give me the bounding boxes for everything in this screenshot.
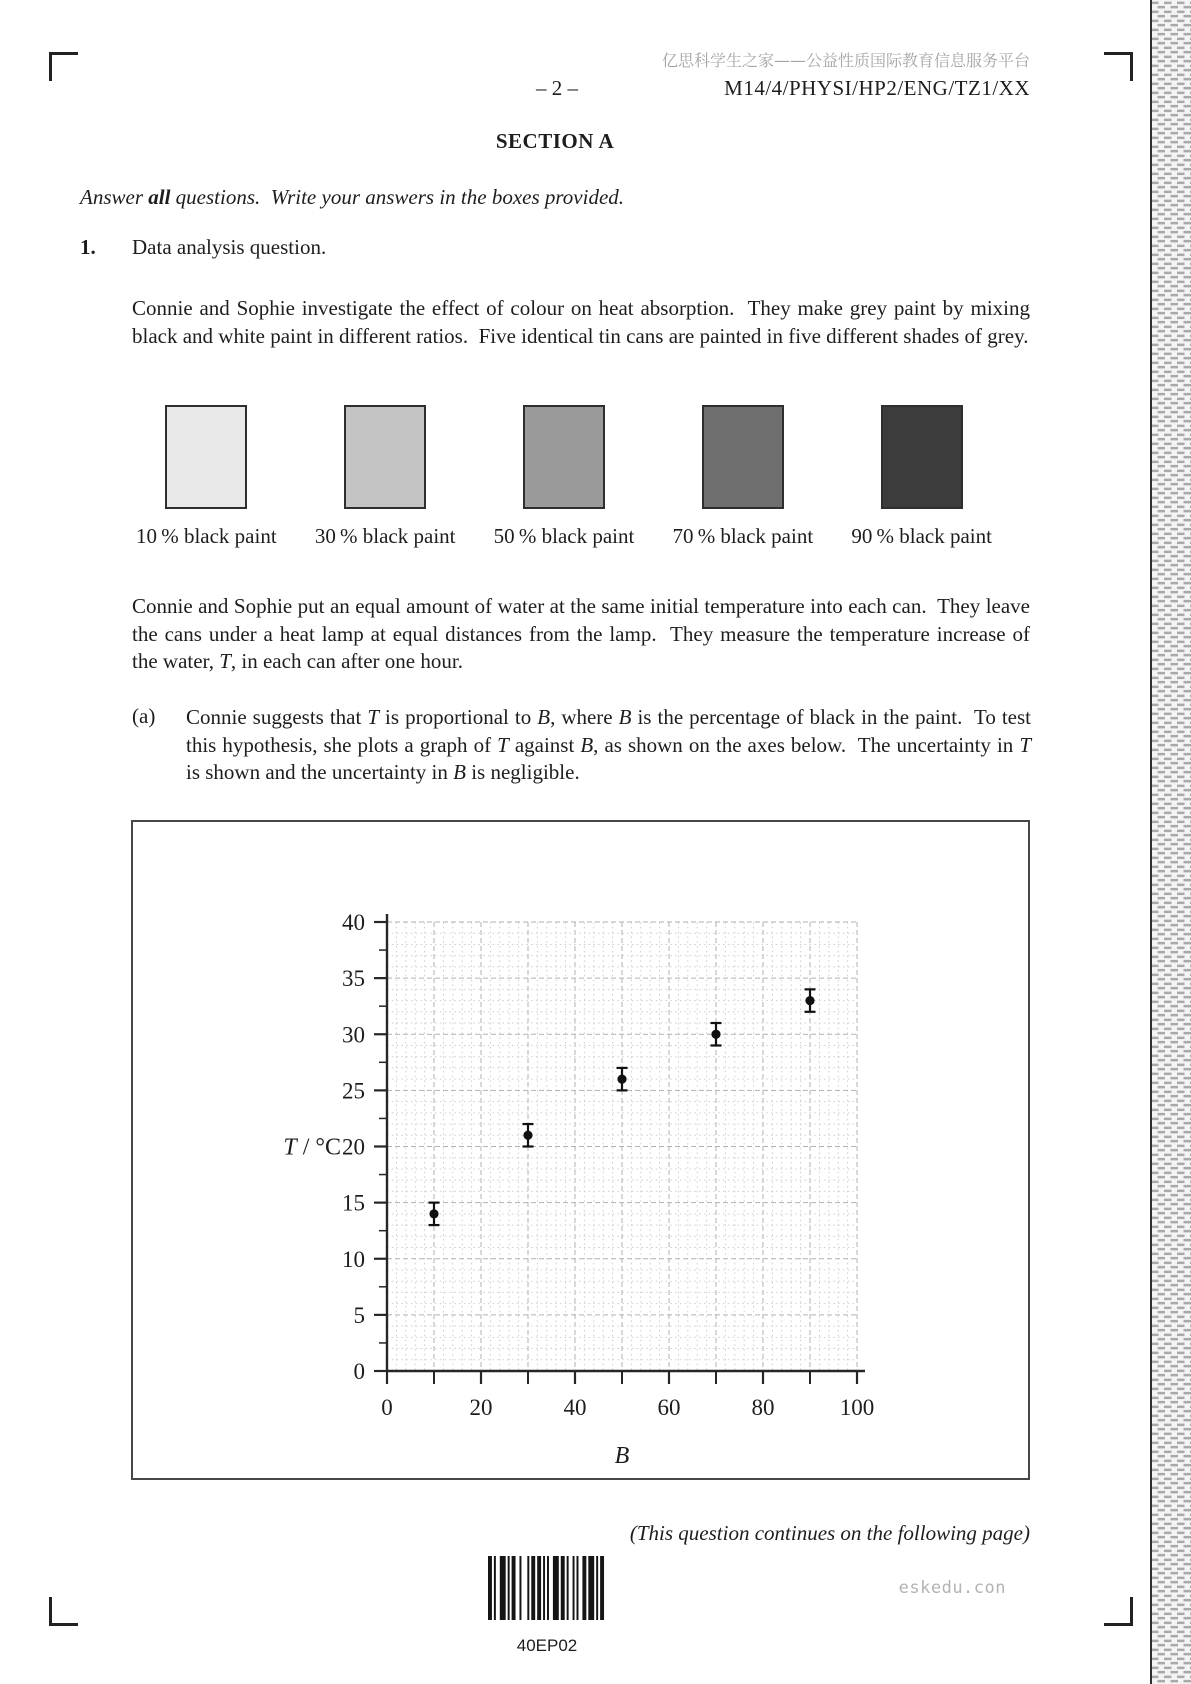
paint-swatch-row — [136, 405, 992, 549]
swatch-90-percent — [851, 405, 992, 549]
crop-mark-top-right — [1104, 52, 1133, 81]
question-number: 1. — [80, 235, 96, 259]
swatch-30-percent — [315, 405, 456, 549]
section-title: SECTION A — [495, 129, 615, 153]
answer-instruction: Answer all questions. Write your answers in the boxes provided. — [80, 185, 625, 209]
svg-text:T / °C: T / °C — [283, 1134, 341, 1161]
svg-text:40: 40 — [342, 910, 365, 935]
swatch-label: 90 % black paint — [851, 524, 992, 548]
site-watermark: eskedu.con — [898, 1578, 1006, 1598]
svg-text:15: 15 — [342, 1190, 365, 1216]
svg-text:35: 35 — [342, 966, 365, 992]
exam-code: M14/4/PHYSI/HP2/ENG/TZ1/XX — [724, 76, 1030, 100]
swatch-color-30 — [344, 405, 426, 509]
page-number: – 2 – — [536, 76, 578, 100]
swatch-color-90 — [881, 405, 963, 509]
svg-text:20: 20 — [342, 1134, 365, 1160]
graph-figure-box — [131, 820, 1030, 1480]
swatch-label: 10 % black paint — [136, 524, 277, 548]
crop-mark-top-left — [49, 52, 78, 81]
continues-note: (This question continues on the following page) — [629, 1521, 1030, 1545]
barcode-image — [488, 1556, 606, 1628]
svg-text:80: 80 — [751, 1395, 775, 1420]
crop-mark-bottom-left — [49, 1597, 78, 1626]
swatch-50-percent — [494, 405, 635, 549]
cn-watermark-header: 亿思科学生之家——公益性质国际教育信息服务平台 — [661, 51, 1030, 70]
data-point — [523, 1131, 532, 1140]
barcode-label: 40EP02 — [516, 1636, 578, 1655]
data-point — [429, 1209, 438, 1218]
svg-text:0: 0 — [353, 1359, 365, 1384]
page-edge-texture — [1150, 0, 1191, 1684]
swatch-10-percent — [136, 405, 277, 549]
swatch-label: 50 % black paint — [493, 524, 635, 548]
part-a-text: Connie suggests that T is proportional to B, where B is the percentage of black in the paint. To test this hypothesis, she plots a graph of T against B, as shown on the axes below. The uncertainty in T is shown and the uncertainty in B is negligible. — [186, 705, 1032, 784]
intro-paragraph: Connie and Sophie investigate the effect of colour on heat absorption. They make grey paint by mixing black and white paint in different ratios. Five identical tin cans are painted in five different shades of grey. — [132, 296, 1030, 348]
part-a-label: (a) — [132, 704, 156, 728]
svg-text:40: 40 — [563, 1395, 587, 1420]
svg-text:B: B — [614, 1443, 630, 1469]
data-point — [617, 1075, 626, 1084]
data-point — [805, 996, 814, 1005]
swatch-color-70 — [702, 405, 784, 509]
data-point — [711, 1030, 720, 1039]
question-title: Data analysis question. — [132, 235, 327, 259]
svg-text:5: 5 — [353, 1302, 365, 1328]
svg-text:10: 10 — [342, 1246, 365, 1272]
swatch-label: 70 % black paint — [672, 524, 814, 548]
svg-text:60: 60 — [657, 1395, 681, 1420]
svg-text:25: 25 — [342, 1078, 365, 1104]
crop-mark-bottom-right — [1104, 1597, 1133, 1626]
swatch-70-percent — [672, 405, 813, 549]
swatch-color-50 — [523, 405, 605, 509]
svg-text:100: 100 — [839, 1395, 875, 1420]
svg-text:0: 0 — [381, 1395, 393, 1420]
swatch-color-10 — [165, 405, 247, 509]
swatch-label: 30 % black paint — [314, 524, 456, 548]
method-paragraph: Connie and Sophie put an equal amount of water at the same initial temperature into each can. They leave the cans under a heat lamp at equal distances from the lamp. They measure the temperature increase of the water, T, in each can after one hour. — [132, 594, 1030, 673]
edge-texture-svg — [1150, 0, 1191, 1684]
barcode-block — [487, 1556, 607, 1656]
svg-text:30: 30 — [342, 1022, 365, 1048]
svg-text:20: 20 — [469, 1395, 493, 1420]
chart-canvas — [133, 822, 1028, 1478]
